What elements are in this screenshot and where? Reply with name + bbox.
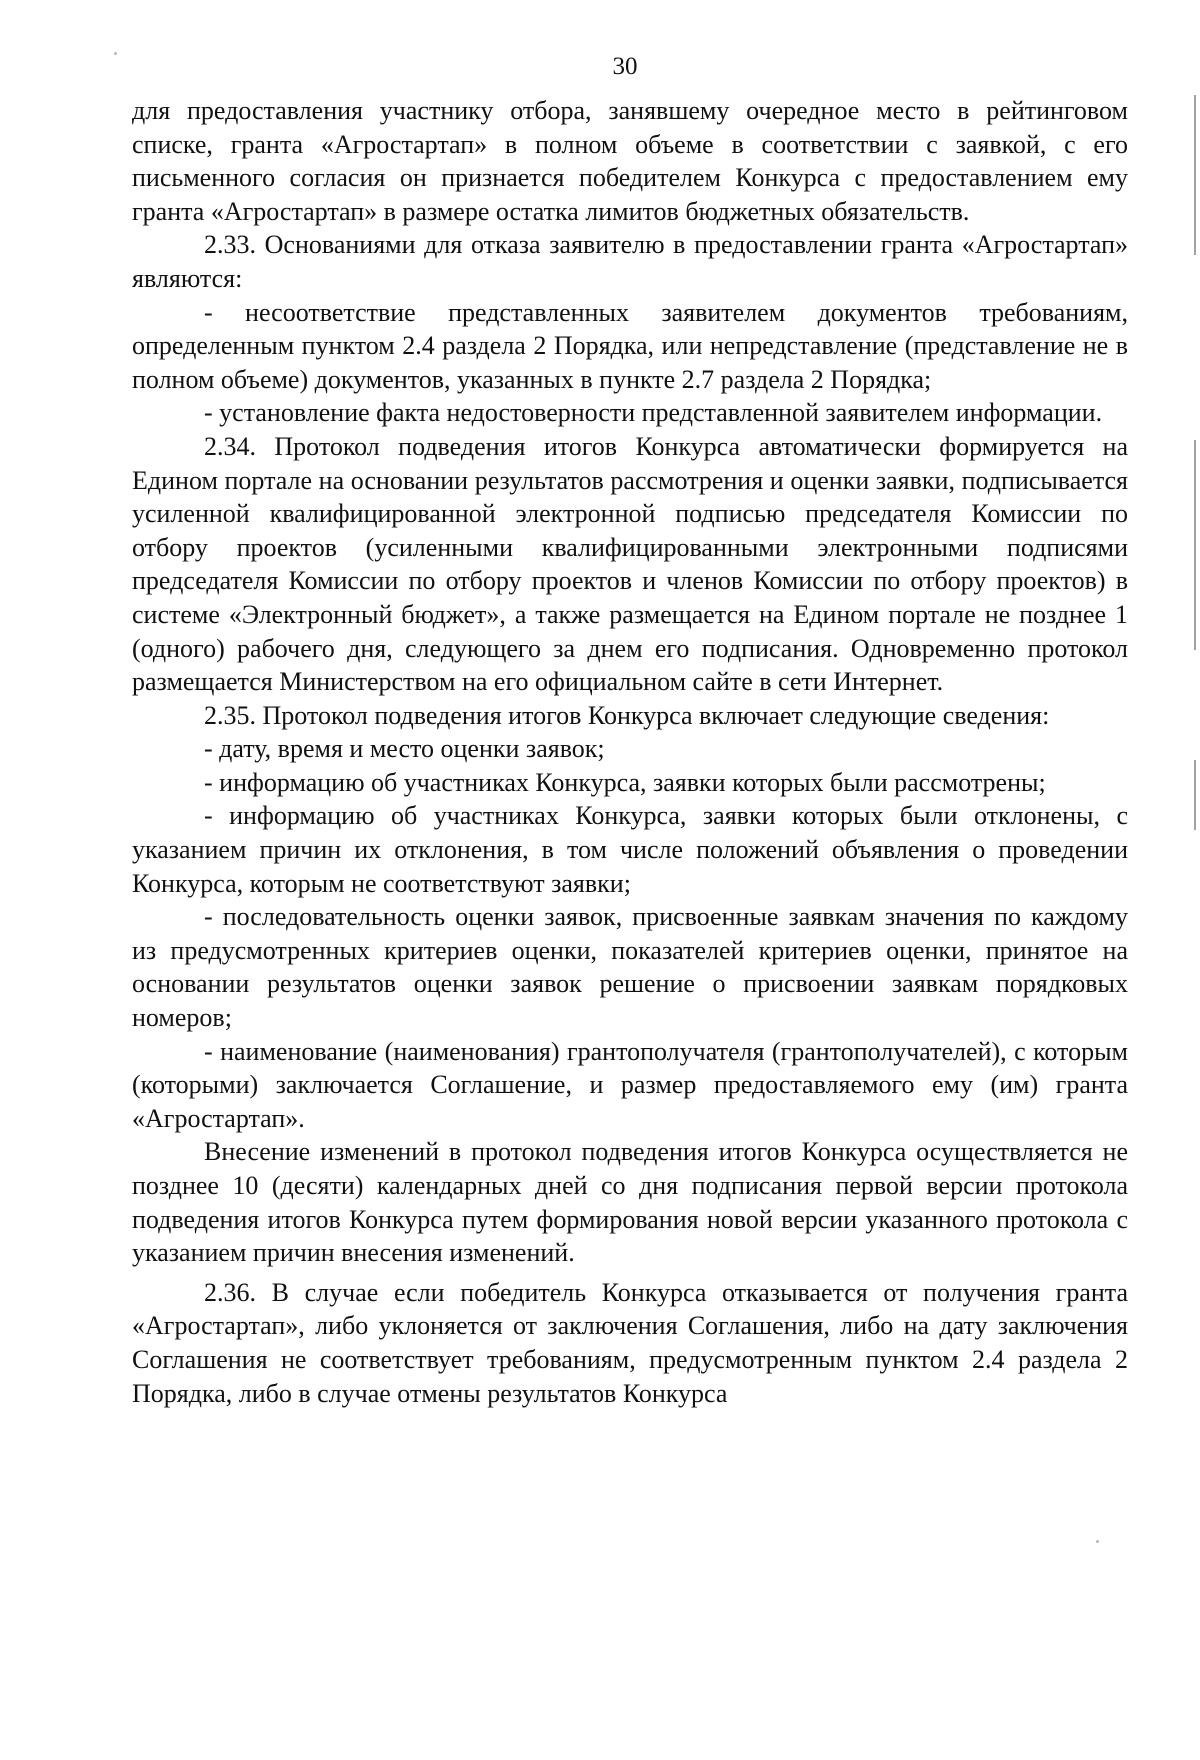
- paragraph-2-34: 2.34. Протокол подведения итогов Конкурса автоматически формируется на Едином портале на основании результатов рассмотрения и оценки заявки, подписывается усиленной квалифицированной электронной подписью председателя Комиссии по отбору проектов (усиленными квалифицированными электронными подписями председателя Комиссии по отбору проектов и членов Комиссии по отбору проектов) в системе «Электронный бюджет», а также размещается на Едином портале не позднее 1 (одного) рабочего дня, следующего за днем его подписания. Одновременно протокол размещается Министерством на его официальном сайте в сети Интернет.: [132, 431, 1128, 697]
- list-item-evaluation-sequence: - последовательность оценки заявок, присвоенные заявкам значения по каждому из предусмотренных критериев оценки, показателей критериев оценки, принятое на основании результатов оценки заявок решение о присвоении заявкам порядковых номеров;: [132, 902, 1128, 1033]
- list-item-grant-recipients: - наименование (наименования) грантополучателя (грантополучателей), с которым (которыми) заключается Соглашение, и размер предоставляемого ему (им) гранта «Агростартап».: [132, 1036, 1128, 1133]
- list-item-noncompliance: - несоответствие представленных заявителем документов требованиям, определенным пунктом 2.4 раздела 2 Порядка, или непредставление (представление не в полном объеме) документов, указанных в пункте 2.7 раздела 2 Порядка;: [132, 297, 1128, 394]
- scan-edge-mark: [1194, 760, 1196, 830]
- scan-edge-mark: [1194, 440, 1196, 650]
- paragraph-2-33: 2.33. Основаниями для отказа заявителю в предоставлении гранта «Агростартап» являются:: [132, 230, 1128, 293]
- paragraph-continuation: для предоставления участнику отбора, занявшему очередное место в рейтинговом списке, гранта «Агростартап» в полном объеме в соответствии с заявкой, с его письменного согласия он признается победителем Конкурса с предоставлением ему гранта «Агростартап» в размере остатка лимитов бюджетных обязательств.: [132, 96, 1128, 226]
- list-item-false-information: - установление факта недостоверности представленной заявителем информации.: [204, 398, 1103, 428]
- list-item-date-time-place: - дату, время и место оценки заявок;: [204, 734, 605, 764]
- scan-dust-dot: [114, 52, 117, 55]
- page-number: 30: [612, 53, 638, 80]
- paragraph-protocol-amendments: Внесение изменений в протокол подведения итогов Конкурса осуществляется не позднее 10 (десяти) календарных дней со дня подписания первой версии протокола подведения итогов Конкурса путем формирования новой версии указанного протокола с указанием причин внесения изменений.: [132, 1137, 1128, 1268]
- scan-edge-mark: [1194, 95, 1196, 255]
- paragraph-2-36: 2.36. В случае если победитель Конкурса отказывается от получения гранта «Агростартап», либо уклоняется от заключения Соглашения, либо на дату заключения Соглашения не соответствует требованиям, предусмотренным пунктом 2.4 раздела 2 Порядка, либо в случае отмены результатов Конкурса: [132, 1277, 1128, 1408]
- list-item-rejected-participants: - информацию об участниках Конкурса, заявки которых были отклонены, с указанием причин их отклонения, в том числе положений объявления о проведении Конкурса, которым не соответствуют заявки;: [132, 801, 1128, 898]
- scan-dust-dot: [1096, 1540, 1099, 1543]
- document-body: [132, 94, 1128, 1410]
- list-item-reviewed-participants: - информацию об участниках Конкурса, заявки которых были рассмотрены;: [204, 767, 1046, 797]
- paragraph-2-35: 2.35. Протокол подведения итогов Конкурса включает следующие сведения:: [204, 700, 1050, 730]
